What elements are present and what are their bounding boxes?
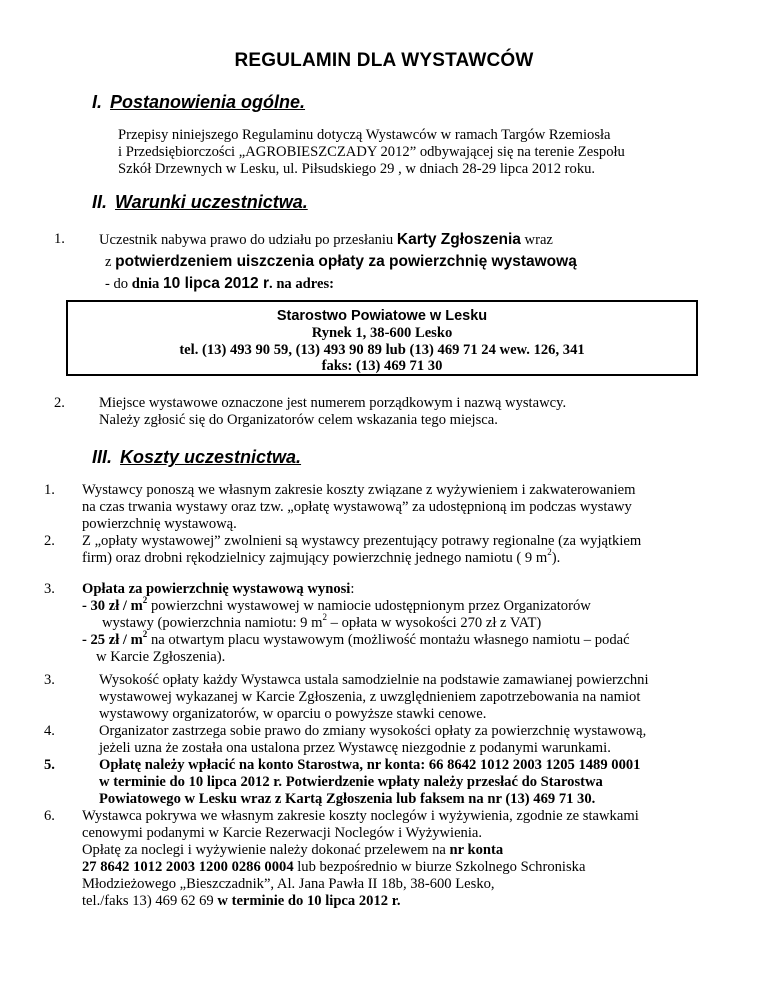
text: w terminie do 10 lipca 2012 r. Potwierdzenie wpłaty należy przesłać do Starostwa — [99, 774, 603, 790]
text: firm) oraz drobni rękodzielnicy zajmujący powierzchnię jednego namiotu ( 9 m — [82, 550, 548, 566]
list-number: 6. — [44, 808, 55, 824]
address-street: Rynek 1, 38-600 Lesko — [311, 325, 453, 341]
list-number: 2. — [54, 395, 65, 411]
text: Wystawca pokrywa we własnym zakresie koszty noclegów i wyżywienia, zgodnie ze stawkami — [82, 808, 639, 824]
warunki-item-1 — [99, 229, 577, 295]
text: Opłatę za noclegi i wyżywienie należy dokonać przelewem na — [82, 842, 450, 858]
text: Wystawcy ponoszą we własnym zakresie koszty związane z wyżywieniem i zakwaterowaniem — [82, 482, 636, 498]
koszty-item-3b — [99, 672, 649, 723]
superscript: 2 — [547, 547, 552, 558]
list-number: 4. — [44, 723, 55, 739]
koszty-item-6 — [82, 808, 639, 910]
koszty-item-2 — [82, 533, 641, 567]
text: tel./faks 13) 469 62 69 — [82, 893, 218, 909]
list-number: 1. — [44, 482, 55, 498]
karta-zgloszenia-emphasis: Karty Zgłoszenia — [396, 231, 521, 248]
text: wraz — [520, 232, 553, 248]
intro-line: i Przedsiębiorczości „AGROBIESZCZADY 2012” odbywającej się na terenie Zespołu — [118, 144, 625, 160]
text: ). — [551, 550, 561, 566]
text: na otwartym placu wystawowym (możliwość montażu własnego namiotu – podać — [147, 632, 630, 648]
superscript: 2 — [142, 595, 148, 606]
superscript: 2 — [322, 612, 327, 623]
text: cenowymi podanymi w Karcie Rezerwacji Noclegów i Wyżywienia. — [82, 825, 483, 841]
text: Opłatę należy wpłacić na konto Starostwa, nr konta: 66 8642 1012 2003 1205 1489 0001 — [99, 757, 641, 773]
warunki-item-2 — [99, 395, 566, 429]
section-1-number: I. — [92, 92, 103, 112]
text: - 25 zł / m — [82, 632, 143, 648]
address-phone: tel. (13) 493 90 59, (13) 493 90 89 lub (13) 469 71 24 wew. 126, 341 — [179, 341, 585, 358]
text: na czas trwania wystawy oraz tzw. „opłatę wystawową” za udostępnioną im podczas wystawy — [82, 499, 632, 515]
section-2-number: II. — [92, 192, 108, 212]
section-3-title: Koszty uczestnictwa. — [120, 447, 302, 467]
account-number: 27 8642 1012 2003 1200 0286 0004 — [82, 859, 294, 875]
text: Powiatowego w Lesku wraz z Kartą Zgłoszenia lub faksem na nr (13) 469 71 30. — [99, 791, 596, 807]
page-title: REGULAMIN DLA WYSTAWCÓW — [234, 50, 534, 71]
text: - 30 zł / m — [82, 598, 143, 614]
text: Organizator zastrzega sobie prawo do zmiany wysokości opłaty za powierzchnię wystawową, — [99, 723, 647, 739]
intro-line: Szkół Drzewnych w Lesku, ul. Piłsudskiego 29 , w dniach 28-29 lipca 2012 roku. — [118, 161, 596, 177]
text: – opłata w wysokości 270 zł z VAT) — [326, 615, 542, 631]
text: Opłata za powierzchnię wystawową wynosi — [82, 581, 351, 597]
payment-confirmation-emphasis: potwierdzeniem uiszczenia opłaty za powierzchnię wystawową — [115, 253, 577, 270]
address-name: Starostwo Powiatowe w Lesku — [276, 308, 488, 324]
deadline-emphasis: 10 lipca 2012 r — [163, 275, 270, 292]
text: dnia — [131, 276, 160, 292]
section-2-title: Warunki uczestnictwa. — [115, 192, 308, 212]
text: wystawowej wykazanej w Karcie Zgłoszenia, z uwzględnieniem zapotrzebowania na namiot — [99, 689, 641, 705]
text: w terminie do 10 lipca 2012 r. — [217, 893, 401, 909]
text: w Karcie Zgłoszenia). — [96, 649, 226, 665]
text: Miejsce wystawowe oznaczone jest numerem porządkowym i nazwą wystawcy. — [99, 395, 567, 411]
text: : — [350, 581, 355, 597]
list-number: 5. — [44, 757, 55, 773]
text: powierzchnię wystawową. — [82, 516, 237, 532]
section-3-heading — [92, 447, 301, 468]
list-number: 2. — [44, 533, 55, 549]
text: lub bezpośrednio w biurze Szkolnego Schroniska — [293, 859, 586, 875]
text: Młodzieżowego „Bieszczadnik”, Al. Jana Pawła II 18b, 38-600 Lesko, — [82, 876, 495, 892]
intro-paragraph — [118, 127, 625, 178]
text: jeżeli uzna że została ona ustalona przez Wystawcę niezgodnie z podanymi warunkami. — [99, 740, 611, 756]
list-number: 3. — [44, 581, 55, 597]
koszty-item-5 — [99, 757, 640, 808]
text: powierzchni wystawowej w namiocie udostępnionym przez Organizatorów — [147, 598, 591, 614]
koszty-item-1 — [82, 482, 635, 533]
list-number: 3. — [44, 672, 55, 688]
section-3-number: III. — [92, 447, 113, 467]
list-number: 1. — [54, 231, 65, 247]
text: wystawowy organizatorów, w oparciu o powyższe stawki cenowe. — [99, 706, 487, 722]
text: Wysokość opłaty każdy Wystawca ustala samodzielnie na podstawie zamawianej powierzchni — [99, 672, 649, 688]
section-1-heading — [92, 92, 305, 113]
text: Uczestnik nabywa prawo do udziału po przesłaniu — [99, 232, 397, 248]
text: Należy zgłosić się do Organizatorów celem wskazania tego miejsca. — [99, 412, 498, 428]
koszty-item-3 — [82, 581, 630, 666]
address-box — [66, 300, 698, 376]
text: - do — [105, 276, 132, 292]
intro-line: Przepisy niniejszego Regulaminu dotyczą Wystawców w ramach Targów Rzemiosła — [118, 127, 611, 143]
text: wystawy (powierzchnia namiotu: 9 m — [102, 615, 323, 631]
superscript: 2 — [142, 629, 148, 640]
section-1-title: Postanowienia ogólne. — [110, 92, 306, 112]
koszty-item-4 — [99, 723, 646, 757]
section-2-heading — [92, 192, 308, 213]
address-fax: faks: (13) 469 71 30 — [321, 358, 443, 374]
text: nr konta — [449, 842, 504, 858]
text: . na adres: — [269, 276, 335, 292]
text: z — [105, 254, 116, 270]
text: Z „opłaty wystawowej” zwolnieni są wystawcy prezentujący potrawy regionalne (za wyjątkiem — [82, 533, 642, 549]
